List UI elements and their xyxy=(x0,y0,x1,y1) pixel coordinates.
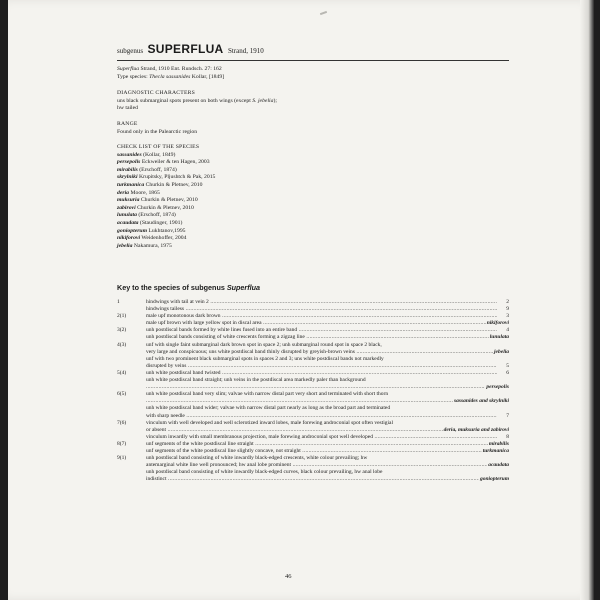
species-author: Nakamura, 1975 xyxy=(133,242,172,249)
key-couplet-statement: or absent xyxy=(146,426,167,433)
key-couplet-statement: unf with two prominent black submarginal spots in spaces 2 and 3; uns white postdiscal bands not markedly xyxy=(146,355,384,362)
species-author: Churkin & Pletnev, 2010 xyxy=(140,197,198,204)
key-row xyxy=(117,391,509,398)
checklist-item xyxy=(117,152,509,160)
key-couplet-statement: unh postdiscal band consisting of white inwardly black-edged curves, black colour prevailing, hw anal lobe xyxy=(146,469,383,476)
key-lead-to-number: 3 xyxy=(506,313,509,320)
species-name: jebelia xyxy=(117,242,133,249)
key-title xyxy=(117,284,260,292)
checklist-item xyxy=(117,182,509,190)
key-lead-to-number: 9 xyxy=(506,306,509,313)
species-author: Churkin & Pletnev, 2010 xyxy=(137,204,194,211)
key-couplet-text xyxy=(146,434,497,441)
key-couplet-text xyxy=(146,405,497,412)
key-couplet-statement: unf segments of the white postdiscal line straight xyxy=(146,440,254,447)
key-row xyxy=(117,384,509,391)
diagnostic-text-b: ); xyxy=(273,97,277,104)
key-couplet-text xyxy=(146,334,497,341)
key-couplet-text xyxy=(146,391,497,398)
key-row xyxy=(117,356,509,363)
checklist-item xyxy=(117,228,509,236)
key-couplet-text xyxy=(146,327,497,334)
key-couplet-statement: unh postdiscal band consisting of white inwardly black-edged crescents, white colour prevailing; hw xyxy=(146,455,368,462)
page-number: 46 xyxy=(285,573,292,580)
key-couplet-number: 9(1) xyxy=(117,455,127,462)
key-lead-to-number: 8 xyxy=(506,433,509,440)
checklist-item xyxy=(117,243,509,251)
key-row xyxy=(117,377,509,384)
key-row xyxy=(117,370,509,377)
species-name: mirabilis xyxy=(117,166,138,173)
key-row xyxy=(117,342,509,349)
species-author: Krupitsky, Pljushtch & Pak, 2015 xyxy=(138,174,216,181)
key-couplet-text xyxy=(146,420,497,427)
checklist-item xyxy=(117,212,509,220)
key-result-species: nikiforovi xyxy=(486,320,509,327)
checklist-items xyxy=(117,152,509,251)
key-result-species: goniopterum xyxy=(479,476,509,483)
subgenus-heading xyxy=(117,42,264,57)
key-couplet-number: 1 xyxy=(117,299,120,305)
key-result-species: turkmanica xyxy=(482,447,509,454)
diagnostic-line-2: hw tailed xyxy=(117,105,139,112)
type-species-line xyxy=(117,74,509,82)
key-lead-to-number: 4 xyxy=(506,327,509,334)
key-couplet-statement: indistinct xyxy=(146,476,167,483)
key-row xyxy=(117,441,509,448)
checklist-item xyxy=(117,174,509,182)
key-result-species: deria, muksuria and zabirovi xyxy=(443,426,509,433)
key-couplet-statement: vinculum with well developed and well sclerotized inward lobes, male forewing androconial spot often vestigial xyxy=(146,419,393,426)
key-couplet-statement: unh white postdiscal band very slim; valvae with narrow distal part very short and terminated with short thorn xyxy=(146,391,389,398)
identification-key xyxy=(117,299,509,483)
species-name: goniopterum xyxy=(117,227,148,234)
key-couplet-text xyxy=(146,306,497,313)
key-row xyxy=(117,420,509,427)
diagnostic-species: S. jebelia xyxy=(252,97,274,104)
checklist-title: CHECK LIST OF THE SPECIES xyxy=(117,144,200,150)
species-name: nikiforovi xyxy=(117,235,141,242)
book-page xyxy=(8,0,594,600)
key-lead-to-number: 2 xyxy=(506,299,509,305)
species-name: skrylniki xyxy=(117,174,138,181)
key-row xyxy=(117,462,509,469)
citation-rest: Strand, 1910 Ent. Rundsch. 27: 162 xyxy=(140,66,222,72)
diagnostic-text-a: uns black submarginal spots present on both wings (except xyxy=(117,97,251,104)
species-author: Eckweiler & ten Hagen, 2003 xyxy=(141,159,210,166)
species-name: acaudata xyxy=(117,219,139,226)
species-name: deria xyxy=(117,189,130,196)
range-title: RANGE xyxy=(117,121,138,127)
key-couplet-statement: male upf monotonous dark brown xyxy=(146,313,221,320)
key-couplet-statement: unh white postdiscal band straight; unh veins in the postdiscal area markedly paler than background xyxy=(146,377,366,384)
diagnostic-block xyxy=(117,90,509,113)
key-couplet-text xyxy=(146,476,497,483)
key-couplet-statement: very large and conspicuous; uns white postdiscal band thinly disrupted by greyish-brown veins xyxy=(146,348,355,355)
key-couplet-text xyxy=(146,455,497,462)
key-couplet-text xyxy=(146,342,497,349)
key-couplet-number: 3(2) xyxy=(117,327,127,334)
key-couplet-statement: male upf brown with large yellow spot in discal area xyxy=(146,320,262,327)
species-author: Moore, 1865 xyxy=(130,189,160,196)
checklist-item xyxy=(117,167,509,175)
key-row xyxy=(117,349,509,356)
key-couplet-text xyxy=(146,356,497,363)
species-author: Lukhtanov,1995 xyxy=(148,227,186,234)
diagnostic-title: DIAGNOSTIC CHARACTERS xyxy=(117,90,195,96)
key-couplet-statement: hindwings with tail at vein 2 xyxy=(146,299,209,305)
species-author: (Erschoff, 1874) xyxy=(138,212,176,219)
key-row xyxy=(117,306,509,313)
key-couplet-statement: disrupted by veins xyxy=(146,362,187,369)
key-couplet-statement: unh postdiscal bands formed by white lines fused into an entire band xyxy=(146,327,298,334)
heading-author: Strand, 1910 xyxy=(227,47,264,55)
key-couplet-statement: unf with single faint submarginal dark brown spot in space 2; unh submarginal round spot in space 2 black, xyxy=(146,341,382,348)
species-author: (Erschoff, 1874) xyxy=(139,166,177,173)
key-couplet-text xyxy=(146,441,497,448)
species-name: zabirovi xyxy=(117,204,136,211)
checklist-item xyxy=(117,159,509,167)
key-row xyxy=(117,405,509,412)
citation-line xyxy=(117,66,509,74)
species-author: Weidenhoffer, 2004 xyxy=(141,235,187,242)
key-result-species: lunulata xyxy=(489,334,509,341)
type-label: Type species: xyxy=(117,73,148,80)
heading-rule xyxy=(117,60,509,61)
key-lead-to-number: 5 xyxy=(506,362,509,369)
key-couplet-statement: unf segments of the white postdiscal line slightly concave, not straight xyxy=(146,447,301,454)
key-couplet-statement: hindwings tailess xyxy=(146,306,185,313)
key-row xyxy=(117,363,509,370)
key-couplet-statement: unh white postdiscal band twisted xyxy=(146,369,221,376)
key-couplet-number: 6(5) xyxy=(117,391,127,398)
type-rest: Kollar, [1849] xyxy=(191,73,225,80)
key-result-species: persepolis xyxy=(486,384,509,391)
checklist-item xyxy=(117,197,509,205)
key-row xyxy=(117,327,509,334)
key-couplet-statement: with sharp needle xyxy=(146,412,185,419)
key-result-species: jebelia xyxy=(494,348,509,355)
range-text: Found only in the Palearctic region xyxy=(117,128,198,135)
species-name: turkmanica xyxy=(117,181,145,188)
key-row xyxy=(117,299,509,306)
key-couplet-statement: vinculum inwardly with small membranous projection, male forewing androconial spot well developed xyxy=(146,433,373,440)
key-title-species: Superflua xyxy=(226,283,260,292)
citation-name: Superflua xyxy=(117,66,140,72)
species-author: (Kollar, 1849) xyxy=(143,151,176,158)
key-row xyxy=(117,476,509,483)
heading-genus: SUPERFLUA xyxy=(147,42,224,56)
key-row xyxy=(117,398,509,405)
key-couplet-number: 8(7) xyxy=(117,440,127,447)
checklist-item xyxy=(117,220,509,228)
key-couplet-text xyxy=(146,448,497,455)
key-couplet-number: 2(1) xyxy=(117,313,127,320)
key-couplet-number: 4(3) xyxy=(117,341,127,348)
diagnostic-line-1 xyxy=(117,98,509,106)
key-row xyxy=(117,469,509,476)
species-name: persepolis xyxy=(117,159,141,166)
key-result-species: acaudata xyxy=(488,462,509,469)
key-couplet-text xyxy=(146,370,497,377)
paper-speck xyxy=(320,11,327,15)
key-couplet-text xyxy=(146,349,497,356)
key-row xyxy=(117,448,509,455)
key-couplet-text xyxy=(146,469,497,476)
checklist-item xyxy=(117,235,509,243)
key-couplet-statement: unh postdiscal bands consisting of white crescents forming a zigzag line xyxy=(146,334,305,341)
key-lead-to-number: 6 xyxy=(506,369,509,376)
key-couplet-statement: unh white postdiscal band wider; valvae with narrow distal part nearly as long as the broad part and terminated xyxy=(146,405,391,412)
key-couplet-number: 7(6) xyxy=(117,419,127,426)
key-row xyxy=(117,320,509,327)
species-name: lunulata xyxy=(117,212,137,219)
checklist-block xyxy=(117,144,509,250)
species-name: muksuria xyxy=(117,197,140,204)
species-name: sassanides xyxy=(117,151,142,158)
species-author: (Staudinger, 1901) xyxy=(139,219,183,226)
key-couplet-text xyxy=(146,384,497,391)
range-block xyxy=(117,121,509,136)
type-species: Thecla sassanides xyxy=(149,73,191,80)
key-couplet-text xyxy=(146,320,497,327)
checklist-item xyxy=(117,190,509,198)
key-row xyxy=(117,427,509,434)
heading-prefix: subgenus xyxy=(117,47,144,55)
key-row xyxy=(117,455,509,462)
key-couplet-text xyxy=(146,377,497,384)
key-couplet-text xyxy=(146,413,497,420)
key-result-species: sassanides and skrylniki xyxy=(453,398,509,405)
key-couplet-text xyxy=(146,398,497,405)
key-couplet-text xyxy=(146,462,497,469)
key-couplet-statement: antemarginal white line well pronounced; hw anal lobe prominent xyxy=(146,462,291,469)
key-couplet-number: 5(4) xyxy=(117,369,127,376)
key-row xyxy=(117,313,509,320)
key-couplet-text xyxy=(146,363,497,370)
key-row xyxy=(117,413,509,420)
key-row xyxy=(117,434,509,441)
species-author: Churkin & Pletnev, 2010 xyxy=(145,181,203,188)
key-couplet-text xyxy=(146,313,497,320)
key-row xyxy=(117,334,509,341)
page-edge-shadow xyxy=(580,0,594,600)
key-title-text: Key to the species of subgenus xyxy=(117,283,225,292)
intro-block xyxy=(117,66,509,81)
key-couplet-text xyxy=(146,299,497,306)
key-result-species: mirabilis xyxy=(488,440,509,447)
key-lead-to-number: 7 xyxy=(506,412,509,419)
